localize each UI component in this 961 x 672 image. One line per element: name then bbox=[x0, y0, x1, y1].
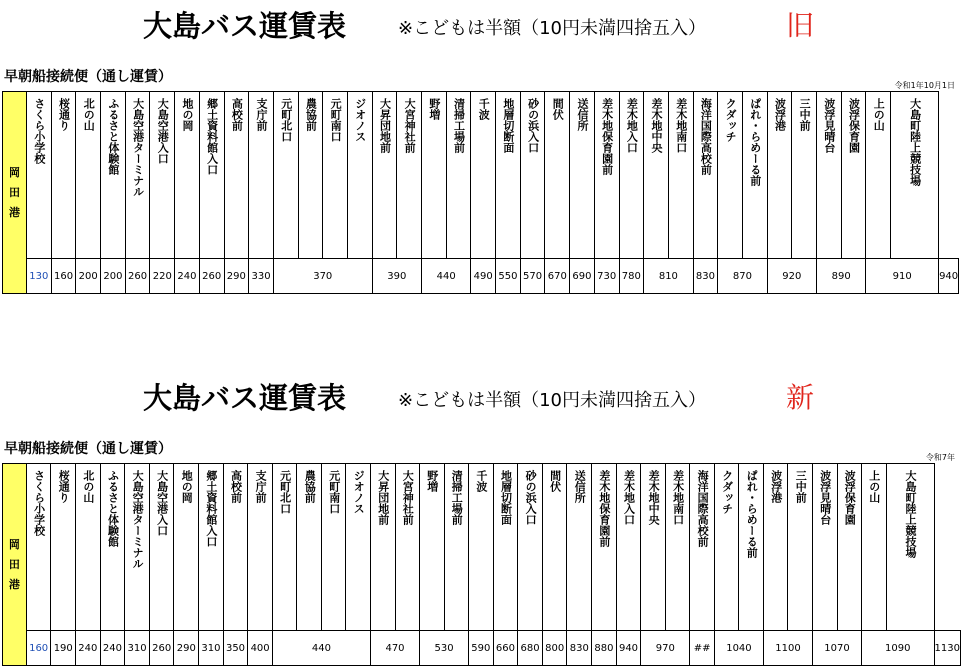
stop-name: 地層切断面 bbox=[501, 98, 515, 153]
fare-cell: 200 bbox=[101, 259, 126, 294]
stop-name-cell bbox=[763, 464, 788, 631]
fare-cell: 290 bbox=[174, 631, 199, 666]
stop-name-cell bbox=[520, 92, 545, 259]
fare-cell: 1090 bbox=[862, 631, 935, 666]
fare-cell: 440 bbox=[422, 259, 471, 294]
stop-name: 差木地中央 bbox=[650, 98, 664, 153]
fare-cell: 190 bbox=[51, 631, 76, 666]
stop-name: 間伏 bbox=[551, 98, 565, 120]
fare-cell: 550 bbox=[496, 259, 521, 294]
stop-name: 上の山 bbox=[872, 98, 886, 131]
stop-name-cell bbox=[817, 92, 842, 259]
fare-cell: 400 bbox=[248, 631, 273, 666]
stop-name-cell bbox=[891, 92, 939, 259]
stop-name-cell bbox=[567, 464, 592, 631]
stop-name: 波浮見晴台 bbox=[818, 470, 832, 525]
stop-name: 郷土資料館入口 bbox=[205, 98, 219, 175]
stop-name-cell bbox=[471, 92, 496, 259]
stop-name: さくら小学校 bbox=[32, 470, 46, 536]
fare-cell: ## bbox=[690, 631, 715, 666]
fare-cell: 870 bbox=[718, 259, 767, 294]
fare-cell: 940 bbox=[616, 631, 641, 666]
stop-name: 地層切断面 bbox=[499, 470, 513, 525]
stop-name-cell bbox=[397, 92, 422, 259]
stop-name-cell bbox=[545, 92, 570, 259]
fare-cell: 310 bbox=[125, 631, 150, 666]
stop-name-cell bbox=[175, 92, 200, 259]
version-label-old: 旧 bbox=[786, 9, 815, 42]
stop-name-cell bbox=[321, 464, 346, 631]
stop-name: 大島空港ターミナル bbox=[131, 98, 145, 197]
stop-name-cell bbox=[298, 92, 323, 259]
fare-cell: 260 bbox=[125, 259, 150, 294]
stop-name-cell bbox=[323, 92, 348, 259]
version-label-new: 新 bbox=[786, 381, 815, 414]
stop-name-cell bbox=[592, 464, 617, 631]
stop-name-cell bbox=[644, 92, 669, 259]
fare-cell: 890 bbox=[817, 259, 866, 294]
stop-name-cell bbox=[616, 464, 641, 631]
stop-name: 差木地南口 bbox=[674, 98, 688, 153]
stop-name-cell bbox=[742, 92, 767, 259]
stop-name-cell bbox=[370, 464, 395, 631]
stop-name: 間伏 bbox=[548, 470, 562, 492]
fare-cell: 490 bbox=[471, 259, 496, 294]
stop-name-cell bbox=[150, 92, 175, 259]
fare-cell: 690 bbox=[570, 259, 595, 294]
stop-name-cell bbox=[469, 464, 494, 631]
stop-name: 波浮見晴台 bbox=[822, 98, 836, 153]
stop-name: 郷土資料館入口 bbox=[204, 470, 218, 547]
stop-name-cell bbox=[641, 464, 666, 631]
stop-name: 波浮保育園 bbox=[847, 98, 861, 153]
fare-cell: 130 bbox=[27, 259, 52, 294]
stop-name-cell bbox=[249, 92, 274, 259]
stop-name-cell bbox=[792, 92, 817, 259]
stop-name: 差木地保育園前 bbox=[597, 470, 611, 547]
fare-table-title: 大島バス運賃表 bbox=[143, 381, 347, 415]
fare-cell: 310 bbox=[199, 631, 224, 666]
fare-cell: 290 bbox=[224, 259, 249, 294]
stop-name-cell bbox=[886, 464, 934, 631]
fare-cell: 920 bbox=[767, 259, 816, 294]
fare-cell: 160 bbox=[26, 631, 51, 666]
stop-name-cell bbox=[199, 464, 224, 631]
stop-name-cell bbox=[248, 464, 273, 631]
fare-cell: 660 bbox=[493, 631, 518, 666]
fare-cell: 730 bbox=[594, 259, 619, 294]
fare-cell: 810 bbox=[644, 259, 693, 294]
stop-name-cell bbox=[665, 464, 690, 631]
stop-name-cell bbox=[223, 464, 248, 631]
stop-name-cell bbox=[101, 92, 126, 259]
stop-name-cell bbox=[224, 92, 249, 259]
stop-name: 元町南口 bbox=[327, 470, 341, 514]
fare-table-old bbox=[2, 91, 959, 294]
stop-name-cell bbox=[125, 92, 150, 259]
stop-name: 大宮神社前 bbox=[403, 98, 417, 153]
stop-name-cell bbox=[76, 464, 101, 631]
stop-name: クダッチ bbox=[724, 98, 738, 142]
stop-name: 元町北口 bbox=[278, 470, 292, 514]
stop-name: 差木地保育園前 bbox=[600, 98, 614, 175]
stop-name: 元町北口 bbox=[279, 98, 293, 142]
stop-name-cell bbox=[76, 92, 101, 259]
stop-name-cell bbox=[693, 92, 718, 259]
stop-name: 支庁前 bbox=[255, 98, 269, 131]
stop-name-cell bbox=[619, 92, 644, 259]
stop-name: ふるさと体験館 bbox=[106, 470, 120, 547]
stop-name: 砂の浜入口 bbox=[526, 98, 540, 153]
stop-name-cell bbox=[420, 464, 445, 631]
stop-name: 元町南口 bbox=[329, 98, 343, 142]
fare-cell: 220 bbox=[150, 259, 175, 294]
title-row bbox=[0, 372, 961, 416]
stop-name: 送信所 bbox=[575, 98, 589, 131]
stop-name: 大島町陸上競技場 bbox=[908, 98, 922, 186]
title-row bbox=[0, 0, 961, 44]
service-subtitle: 早朝船接続便（通し運賃） bbox=[4, 441, 172, 457]
stop-name: 桜通り bbox=[57, 470, 71, 503]
service-subtitle: 早朝船接続便（通し運賃） bbox=[4, 69, 172, 85]
fare-cell: 370 bbox=[273, 259, 372, 294]
stop-name-cell bbox=[767, 92, 792, 259]
fare-table-new bbox=[2, 463, 961, 666]
child-fare-note: ※こどもは半額（10円未満四捨五入） bbox=[398, 18, 706, 39]
fare-cell: 1070 bbox=[812, 631, 861, 666]
stop-name: 清掃工場前 bbox=[452, 98, 466, 153]
stop-name: ジオノス bbox=[352, 470, 366, 514]
effective-date: 令和1年10月1日 bbox=[894, 81, 955, 90]
stop-name-cell bbox=[51, 92, 76, 259]
fare-cell: 590 bbox=[469, 631, 494, 666]
stop-name: 大島町陸上競技場 bbox=[904, 470, 918, 558]
stop-name-cell bbox=[346, 464, 371, 631]
effective-date: 令和7年 bbox=[925, 453, 955, 462]
stop-name: 農協前 bbox=[304, 98, 318, 131]
fare-cell: 350 bbox=[223, 631, 248, 666]
stop-name: 三中前 bbox=[794, 470, 808, 503]
stop-name-cell bbox=[812, 464, 837, 631]
fare-cell: 240 bbox=[175, 259, 200, 294]
stop-name: ジオノス bbox=[353, 98, 367, 142]
stop-name: 高校前 bbox=[230, 98, 244, 131]
stop-name: 清掃工場前 bbox=[450, 470, 464, 525]
stop-name-cell bbox=[542, 464, 567, 631]
stop-name: 野増 bbox=[427, 98, 441, 120]
stop-name: 大宮神社前 bbox=[401, 470, 415, 525]
stop-name-cell bbox=[297, 464, 322, 631]
stop-name-cell bbox=[570, 92, 595, 259]
stop-name: 大昇団地前 bbox=[378, 98, 392, 153]
origin-stop: 岡 田 港 bbox=[3, 92, 27, 294]
stop-name: さくら小学校 bbox=[32, 98, 46, 164]
stop-name-cell bbox=[496, 92, 521, 259]
stop-name-cell bbox=[272, 464, 297, 631]
stop-name-cell bbox=[174, 464, 199, 631]
fare-cell: 260 bbox=[199, 259, 224, 294]
fare-cell: 200 bbox=[76, 259, 101, 294]
fare-cell: 1130 bbox=[934, 631, 960, 666]
fare-block-old bbox=[0, 0, 961, 300]
fare-cell: 1100 bbox=[763, 631, 812, 666]
fare-cell: 530 bbox=[420, 631, 469, 666]
stop-name: 海洋国際高校前 bbox=[699, 98, 713, 175]
stop-name-cell bbox=[199, 92, 224, 259]
fare-cell: 330 bbox=[249, 259, 274, 294]
stop-name: 波浮港 bbox=[769, 470, 783, 503]
fare-cell: 670 bbox=[545, 259, 570, 294]
fare-cell: 780 bbox=[619, 259, 644, 294]
fare-cell: 880 bbox=[592, 631, 617, 666]
stop-name: 砂の浜入口 bbox=[524, 470, 538, 525]
stop-name: 地の岡 bbox=[180, 98, 194, 131]
stop-name-cell bbox=[125, 464, 150, 631]
stop-name-cell bbox=[51, 464, 76, 631]
fare-cell: 570 bbox=[520, 259, 545, 294]
stop-name: 支庁前 bbox=[254, 470, 268, 503]
stop-name: 大島空港入口 bbox=[156, 98, 170, 164]
stop-name: ぱれ・らめーる前 bbox=[745, 470, 759, 558]
stop-name: クダッチ bbox=[720, 470, 734, 514]
fare-cell: 800 bbox=[542, 631, 567, 666]
stop-name-cell bbox=[27, 92, 52, 259]
stop-name-cell bbox=[862, 464, 887, 631]
fare-cell: 1040 bbox=[714, 631, 763, 666]
stop-name: 野増 bbox=[425, 470, 439, 492]
stop-name-cell bbox=[493, 464, 518, 631]
stop-name: 送信所 bbox=[573, 470, 587, 503]
stop-name: 北の山 bbox=[82, 98, 96, 131]
stop-name: ふるさと体験館 bbox=[106, 98, 120, 175]
fare-block-new bbox=[0, 372, 961, 672]
fare-cell: 240 bbox=[100, 631, 125, 666]
child-fare-note: ※こどもは半額（10円未満四捨五入） bbox=[398, 390, 706, 411]
fare-cell: 390 bbox=[372, 259, 421, 294]
stop-name: 差木地中央 bbox=[647, 470, 661, 525]
fare-cell: 470 bbox=[370, 631, 419, 666]
stop-name: 大昇団地前 bbox=[376, 470, 390, 525]
stop-name: 三中前 bbox=[798, 98, 812, 131]
fare-cell: 910 bbox=[866, 259, 939, 294]
stop-name-cell bbox=[690, 464, 715, 631]
stop-name: 地の岡 bbox=[180, 470, 194, 503]
stop-name-cell bbox=[788, 464, 813, 631]
stop-name-cell bbox=[841, 92, 866, 259]
fare-table-title: 大島バス運賃表 bbox=[143, 9, 347, 43]
stop-name: 上の山 bbox=[867, 470, 881, 503]
fare-cell: 240 bbox=[76, 631, 101, 666]
stop-name-cell bbox=[273, 92, 298, 259]
fare-cell: 830 bbox=[693, 259, 718, 294]
stop-name: 北の山 bbox=[81, 470, 95, 503]
stop-name-cell bbox=[26, 464, 51, 631]
stop-name: 波浮港 bbox=[773, 98, 787, 131]
fare-cell: 440 bbox=[272, 631, 370, 666]
fare-cell: 940 bbox=[939, 259, 959, 294]
stop-name-cell bbox=[866, 92, 891, 259]
stop-name: 大島空港入口 bbox=[155, 470, 169, 536]
stop-name: 千波 bbox=[477, 98, 491, 120]
stop-name-cell bbox=[100, 464, 125, 631]
stop-name-cell bbox=[739, 464, 764, 631]
stop-name: 千波 bbox=[474, 470, 488, 492]
fare-cell: 970 bbox=[641, 631, 690, 666]
stop-name-cell bbox=[714, 464, 739, 631]
stop-name-cell bbox=[837, 464, 862, 631]
stop-name: 波浮保育園 bbox=[843, 470, 857, 525]
fare-cell: 830 bbox=[567, 631, 592, 666]
stop-name-cell bbox=[718, 92, 743, 259]
stop-name: 高校前 bbox=[229, 470, 243, 503]
stop-name-cell bbox=[518, 464, 543, 631]
origin-stop: 岡 田 港 bbox=[3, 464, 27, 666]
stop-name: 差木地南口 bbox=[671, 470, 685, 525]
stop-name-cell bbox=[149, 464, 174, 631]
stop-name: 差木地入口 bbox=[622, 470, 636, 525]
stop-name: 農協前 bbox=[303, 470, 317, 503]
fare-cell: 160 bbox=[51, 259, 76, 294]
fare-cell: 260 bbox=[149, 631, 174, 666]
fare-cell: 680 bbox=[518, 631, 543, 666]
stop-name-cell bbox=[446, 92, 471, 259]
stop-name: 大島空港ターミナル bbox=[131, 470, 145, 569]
stop-name-cell bbox=[372, 92, 397, 259]
stop-name: 桜通り bbox=[57, 98, 71, 131]
stop-name: 海洋国際高校前 bbox=[696, 470, 710, 547]
stop-name: 差木地入口 bbox=[625, 98, 639, 153]
stop-name-cell bbox=[668, 92, 693, 259]
stop-name-cell bbox=[444, 464, 469, 631]
stop-name: ぱれ・らめーる前 bbox=[748, 98, 762, 186]
stop-name-cell bbox=[395, 464, 420, 631]
stop-name-cell bbox=[422, 92, 447, 259]
stop-name-cell bbox=[594, 92, 619, 259]
stop-name-cell bbox=[347, 92, 372, 259]
